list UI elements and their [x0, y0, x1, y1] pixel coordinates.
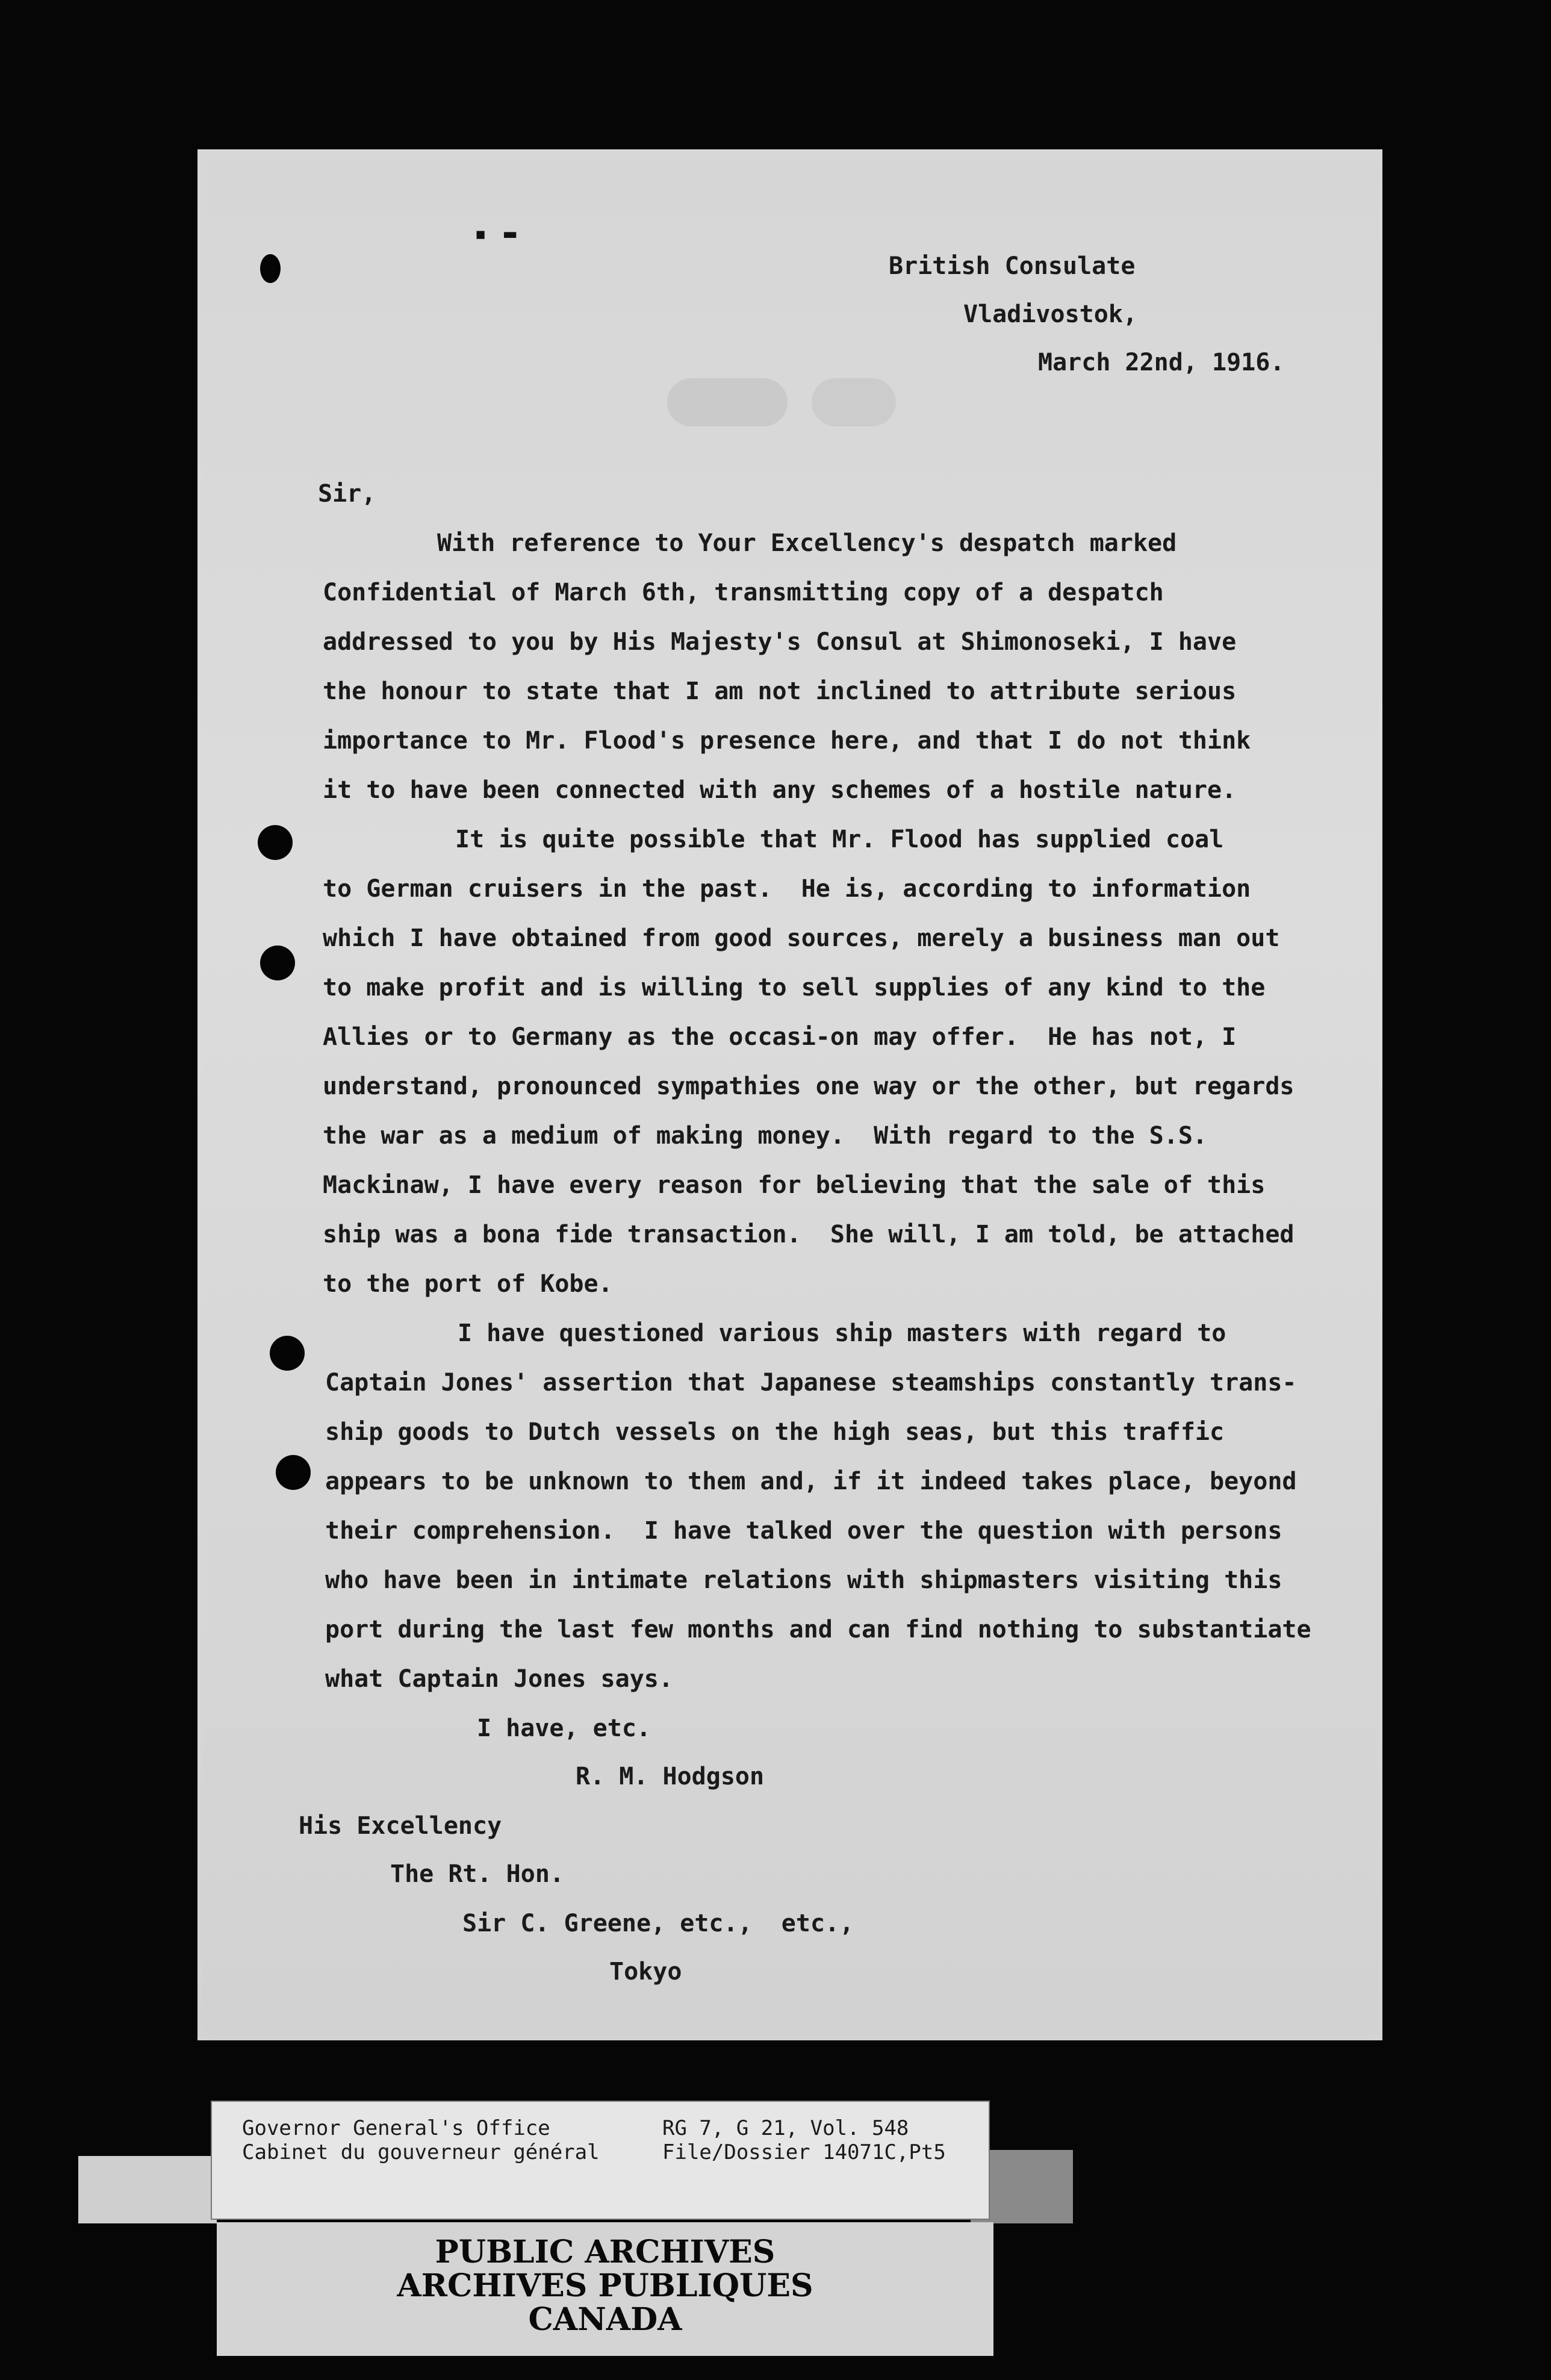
body-line: ship goods to Dutch vessels on the high seas, but this traffic [325, 1418, 1225, 1446]
body-line: Allies or to Germany as the occasi-on may offer. He has not, I [323, 1023, 1237, 1051]
body-line: addressed to you by His Majesty's Consul at Shimonoseki, I have [323, 628, 1237, 656]
punch-hole [276, 1455, 311, 1490]
body-line: I have questioned various ship masters with regard to [458, 1319, 1226, 1347]
addressee-line: Tokyo [609, 1958, 682, 1986]
punch-hole [258, 825, 293, 860]
body-line: the honour to state that I am not inclined to attribute serious [323, 678, 1237, 705]
body-line: it to have been connected with any schemes of a hostile nature. [323, 776, 1237, 804]
punch-hole [260, 254, 281, 283]
body-line: who have been in intimate relations with shipmasters visiting this [325, 1566, 1282, 1594]
body-line: ship was a bona fide transaction. She will, I am told, be attached [323, 1221, 1295, 1248]
salutation: Sir, [318, 480, 376, 508]
body-line: port during the last few months and can find nothing to substantiate [325, 1616, 1311, 1643]
body-line: to German cruisers in the past. He is, according to information [323, 875, 1251, 903]
card-edge [78, 2156, 217, 2223]
stamp-line: ARCHIVES PUBLIQUES [397, 2267, 813, 2304]
body-line: With reference to Your Excellency's despatch marked [437, 529, 1177, 557]
addressee-line: His Excellency [299, 1812, 502, 1840]
addressee-line: The Rt. Hon. [390, 1860, 564, 1888]
header-date: March 22nd, 1916. [1038, 349, 1285, 376]
body-line: to the port of Kobe. [323, 1270, 613, 1298]
body-line: the war as a medium of making money. With regard to the S.S. [323, 1122, 1208, 1150]
body-line: what Captain Jones says. [325, 1665, 673, 1693]
file-number: File/Dossier 14071C,Pt5 [662, 2140, 946, 2164]
body-line: which I have obtained from good sources, merely a business man out [323, 924, 1280, 952]
body-line: Captain Jones' assertion that Japanese steamships constantly trans- [325, 1369, 1297, 1397]
record-group: RG 7, G 21, Vol. 548 [662, 2116, 909, 2140]
header-line: Vladivostok, [963, 301, 1137, 328]
body-line: to make profit and is willing to sell supplies of any kind to the [323, 974, 1266, 1002]
addressee-line: Sir C. Greene, etc., etc., [462, 1910, 854, 1937]
archives-stamp [217, 2222, 993, 2356]
body-line: appears to be unknown to them and, if it indeed takes place, beyond [325, 1468, 1297, 1495]
office-french: Cabinet du gouverneur général [242, 2140, 600, 2164]
body-line: understand, pronounced sympathies one way or the other, but regards [323, 1073, 1295, 1100]
stamp-line: PUBLIC ARCHIVES [435, 2234, 776, 2270]
body-line: their comprehension. I have talked over the question with persons [325, 1517, 1282, 1545]
punch-hole [260, 945, 295, 980]
archive-reference-label [211, 2101, 990, 2220]
body-line: Mackinaw, I have every reason for believing that the sale of this [323, 1171, 1266, 1199]
body-line: It is quite possible that Mr. Flood has supplied coal [455, 826, 1224, 853]
body-line: importance to Mr. Flood's presence here, and that I do not think [323, 727, 1251, 755]
closing: I have, etc. [477, 1715, 651, 1742]
ink-marks: ▪ ▬ [474, 222, 519, 246]
header-line: British Consulate [889, 252, 1136, 280]
signature: R. M. Hodgson [576, 1763, 765, 1790]
faint-stamp-smudge [812, 378, 896, 426]
faint-stamp-smudge [667, 378, 788, 426]
stamp-line: CANADA [528, 2301, 682, 2338]
letter-page [197, 149, 1382, 2040]
office-english: Governor General's Office [242, 2116, 550, 2140]
body-line: Confidential of March 6th, transmitting copy of a despatch [323, 579, 1164, 606]
punch-hole [270, 1336, 305, 1371]
